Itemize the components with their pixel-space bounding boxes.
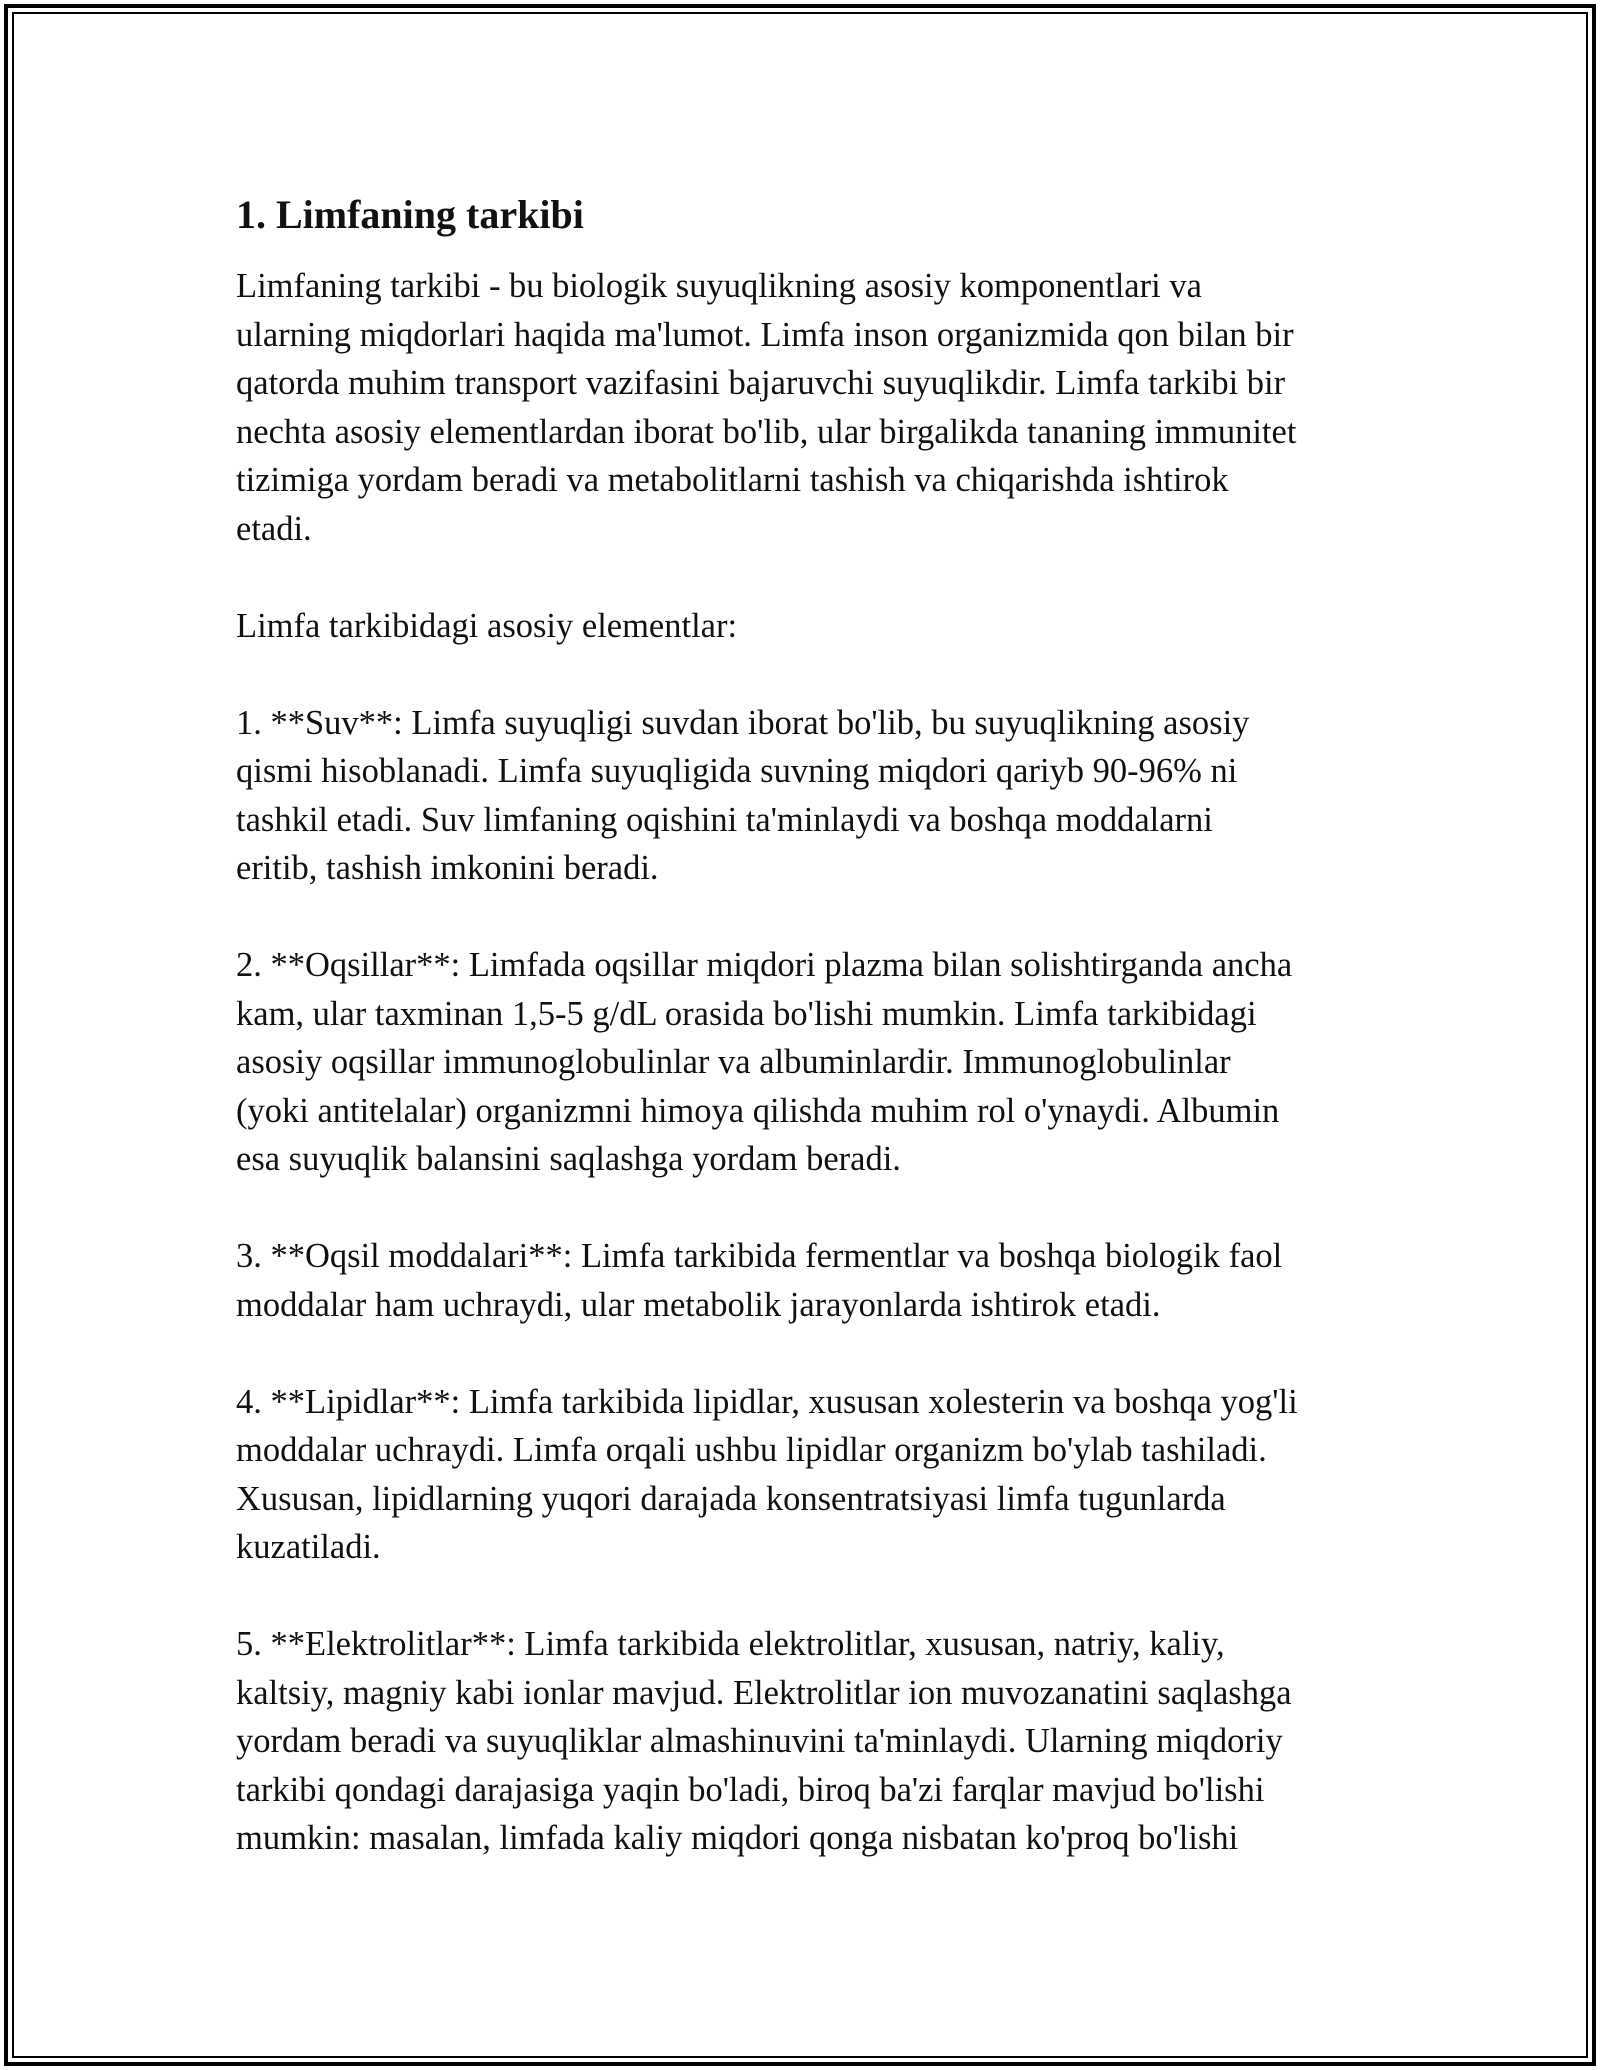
section-heading: 1. Limfaning tarkibi [236,192,584,237]
document-page [236,188,1396,1863]
document-body-text: Limfaning tarkibi - bu biologik suyuqlikning asosiy komponentlari va ularning miqdorlari haqida ma'lumot. Limfa inson organizmida qon bilan bir qatorda muhim transport vazifasini bajaruvchi suyuqlikdir. Limfa tarkibi bir nechta asosiy elementlardan iborat bo'lib, ular birgalikda tananing immunitet tizimiga yordam beradi va metabolitlarni tashish va chiqarishda ishtirok etadi. Limfa tarkibidagi asosiy elementlar: 1. **Suv**: Limfa suyuqligi suvdan iborat bo'lib, bu suyuqlikning asosiy qismi hisoblanadi. Limfa suyuqligida suvning miqdori qariyb 90-96% ni tashkil etadi. Suv limfaning oqishini ta'minlaydi va boshqa moddalarni eritib, tashish imkonini beradi. 2. **Oqsillar**: Limfada oqsillar miqdori plazma bilan solishtirganda ancha kam, ular taxminan 1,5-5 g/dL orasida bo'lishi mumkin. Limfa tarkibidagi asosiy oqsillar immunoglobulinlar va albuminlardir. Immunoglobulinlar (yoki antitelalar) organizmni himoya qilishda muhim rol o'ynaydi. Albumin esa suyuqlik balansini saqlashga yordam beradi. 3. **Oqsil moddalari**: Limfa tarkibida fermentlar va boshqa biologik faol moddalar ham uchraydi, ular metabolik jarayonlarda ishtirok etadi. 4. **Lipidlar**: Limfa tarkibida lipidlar, xususan xolesterin va boshqa yog'li moddalar uchraydi. Limfa orqali ushbu lipidlar organizm bo'ylab tashiladi. Xususan, lipidlarning yuqori darajada konsentratsiyasi limfa tugunlarda kuzatiladi. 5. **Elektrolitlar**: Limfa tarkibida elektrolitlar, xususan, natriy, kaliy, kaltsiy, magniy kabi ionlar mavjud. Elektrolitlar ion muvozanatini saqlashga yordam beradi va suyuqliklar almashinuvini ta'minlaydi. Ularning miqdoriy tarkibi qondagi darajasiga yaqin bo'ladi, biroq ba'zi farqlar mavjud bo'lishi mumkin: masalan, limfada kaliy miqdori qonga nisbatan ko'proq bo'lishi [236,267,1298,1857]
